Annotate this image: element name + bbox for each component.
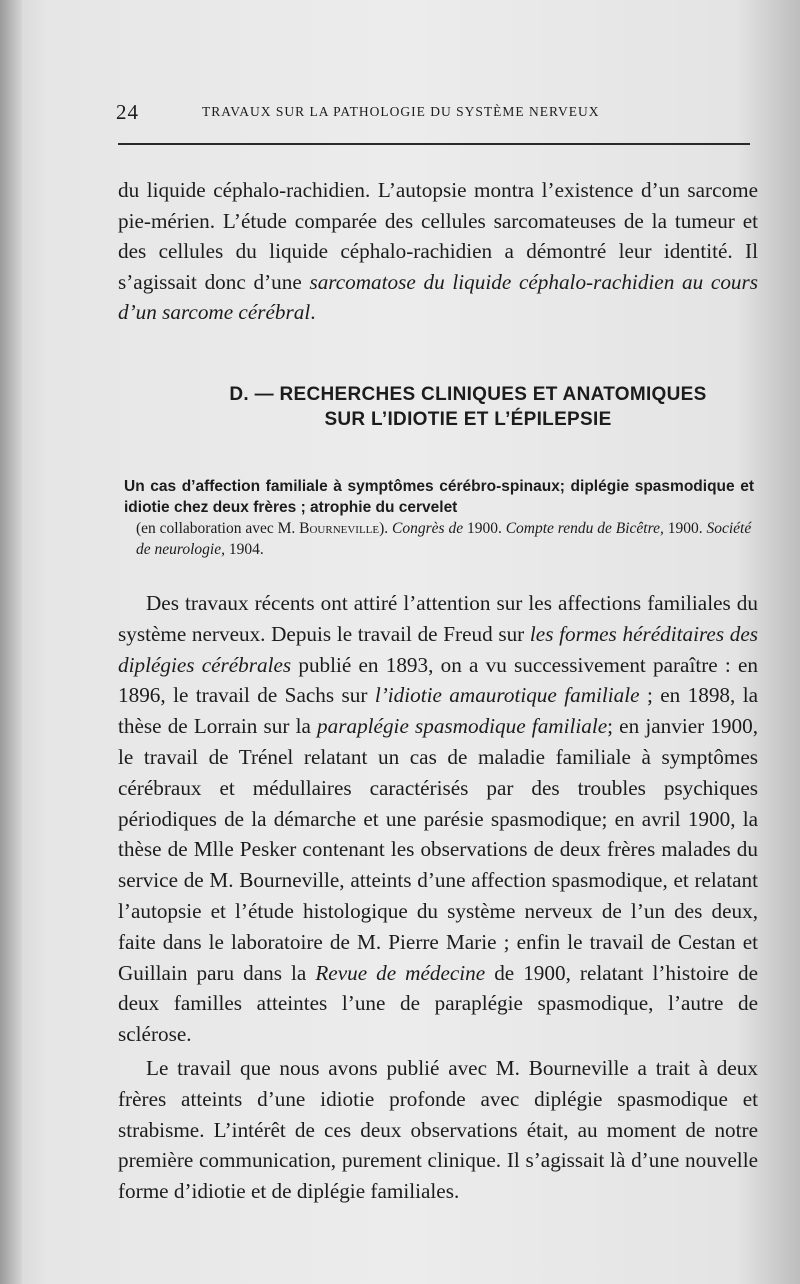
entry-ref-author: Bourneville (299, 520, 380, 537)
entry-ref-italic: Société de neurologie, (136, 520, 752, 558)
header-rule (118, 143, 750, 145)
paragraph-top (118, 175, 758, 328)
entry-reference (124, 518, 754, 560)
entry-ref-part: ). (379, 520, 393, 537)
text-run: publié en 1893, on a vu successivement paraître : en 1896, le travail de Sachs sur (118, 652, 759, 708)
page-gutter-shadow (0, 0, 22, 1284)
bibliography-entry (124, 476, 754, 560)
entry-title: Un cas d’affection familiale à symptômes cérébro-spinaux; diplégie spasmodique et idiotie chez deux frères ; atrophie du cervelet (124, 478, 754, 516)
paragraph-last: Le travail que nous avons publié avec M. Bourneville a trait à deux frères atteints d’une idiotie profonde avec diplégie spasmodique et strabisme. L’intérêt de ces deux observations était, au moment de notre première communication, purement clinique. Il s’agissait là d’une nouvelle forme d’idiotie et de diplégie familiales. (118, 1056, 758, 1204)
paragraph-top-text: du liquide céphalo-rachidien. L’autopsie montra l’existence d’un sarcome pie-mérien. L’étude comparée des cellules sarcomateuses de la tumeur et des cellules du liquide céphalo-rachidien a démontré leur identité. Il s’agissait donc d’une (118, 178, 758, 294)
italic-run: Revue de médecine (315, 960, 486, 985)
paragraph-top-end: . (310, 300, 316, 324)
text-run: ; en janvier 1900, le travail de Trénel relatant un cas de maladie familiale à symptômes cérébraux et médullaires caractérisés par des troubles psychiques périodiques de la démarche et une parésie spasmodique; en avril 1900, la thèse de Mlle Pesker contenant les observations de deux frères malades du service de M. Bourneville, atteints d’une affection spasmodique, et relatant l’autopsie et l’étude histologique du système nerveux de l’un des deux, faite dans le laboratoire de M. Pierre Marie ; enfin le travail de Cestan et Guillain paru dans la (118, 714, 758, 985)
italic-run: l’idiotie amaurotique familiale (374, 683, 640, 708)
italic-run: les formes héréditaires des diplégies cérébrales (118, 621, 758, 677)
section-heading (118, 382, 758, 432)
entry-ref-part: (en collaboration avec M. (136, 520, 300, 537)
text-run: ; en 1898, la thèse de Lorrain sur la (118, 683, 759, 739)
entry-ref-part: 1904. (224, 541, 264, 558)
italic-run: paraplégie spasmodique familiale (317, 714, 608, 739)
entry-ref-part: 1900. (663, 520, 707, 537)
running-head: TRAVAUX SUR LA PATHOLOGIE DU SYSTÈME NERVEUX (202, 104, 600, 119)
entry-ref-italic: Compte rendu de Bicêtre, (505, 520, 664, 537)
paragraph-top-italic: sarcomatose du liquide céphalo-rachidien au cours d’un sarcome cérébral (118, 269, 759, 324)
paragraph-main (118, 588, 758, 1050)
entry-ref-italic: Congrès de (392, 520, 464, 537)
section-heading-line1: D. — RECHERCHES CLINIQUES ET ANATOMIQUES (229, 384, 707, 405)
entry-ref-part: 1900. (463, 520, 506, 537)
text-run: de 1900, relatant l’histoire de deux familles atteintes l’une de paraplégie spasmodique, l’autre de sclérose. (118, 960, 758, 1047)
text-run: Des travaux récents ont attiré l’attention sur les affections familiales du système nerveux. Depuis le travail de Freud sur (118, 591, 758, 646)
section-heading-line2: SUR L’IDIOTIE ET L’ÉPILEPSIE (324, 409, 612, 430)
page-header (118, 100, 758, 126)
page-number: 24 (116, 100, 139, 124)
